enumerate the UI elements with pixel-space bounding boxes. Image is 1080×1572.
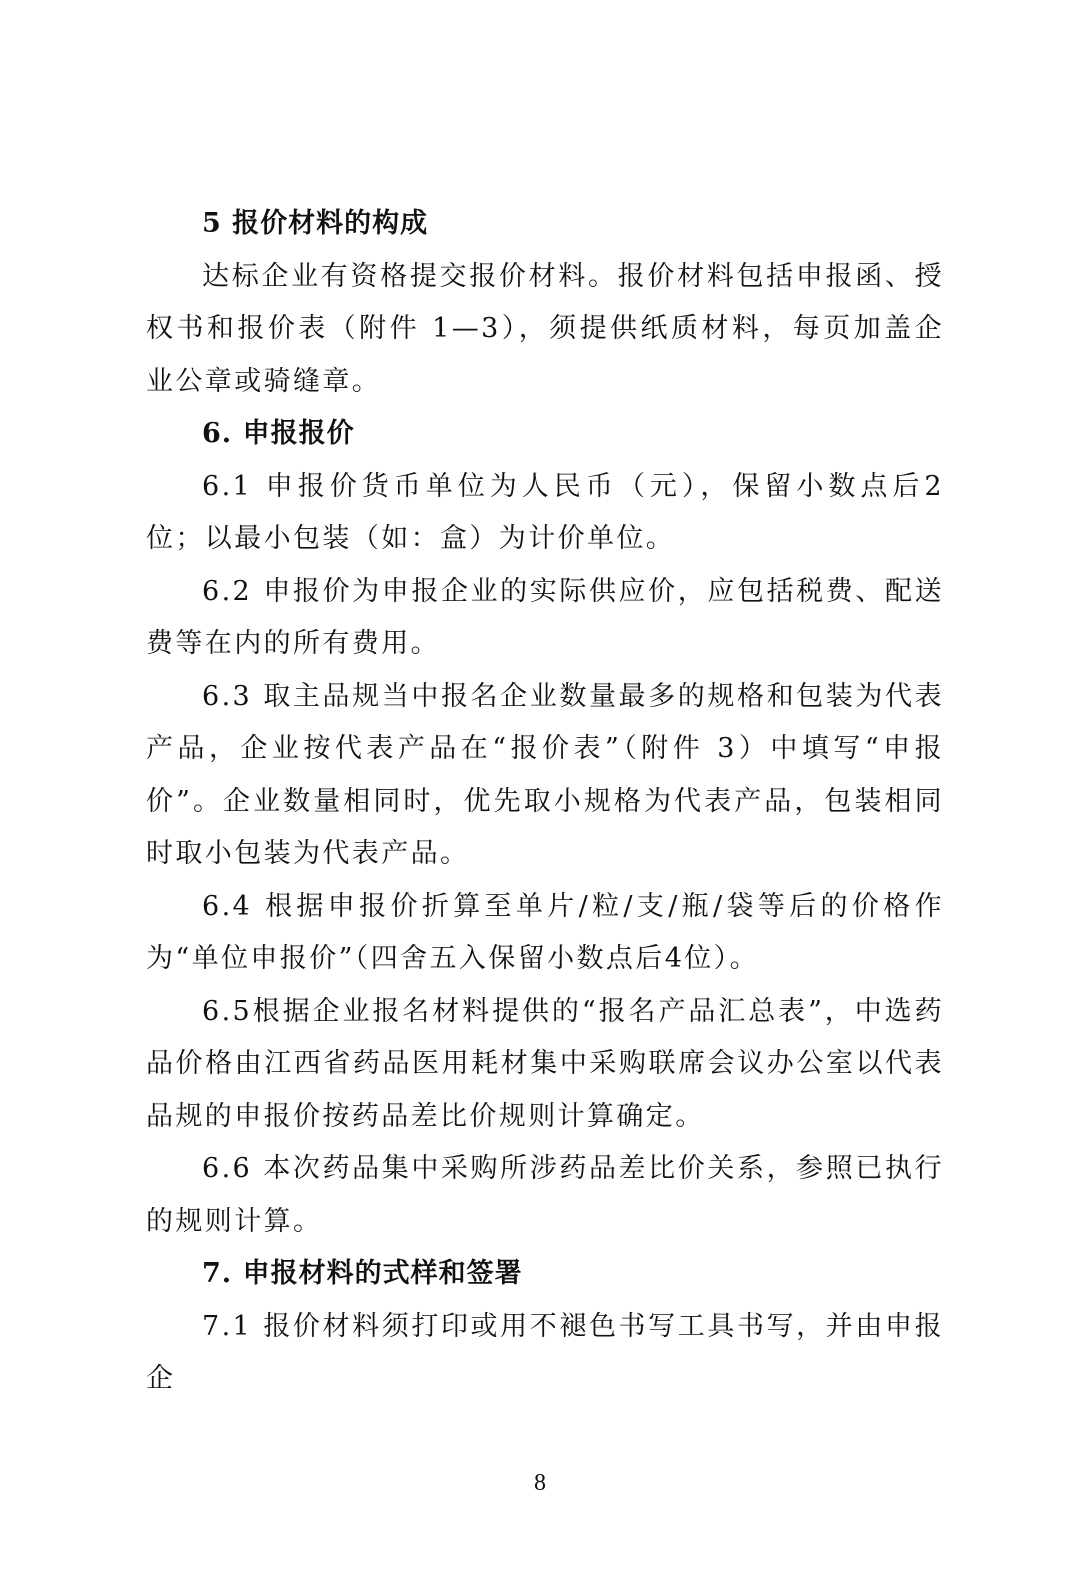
paragraph-6-6: 6.6 本次药品集中采购所涉药品差比价关系，参照已执行的规则计算。 <box>146 1153 944 1237</box>
section-heading-6: 6. 申报报价 <box>202 418 355 449</box>
document-body <box>146 198 944 1406</box>
paragraph-6-4: 6.4 根据申报价折算至单片/粒/支/瓶/袋等后的价格作为“单位申报价”（四舍五入保留小数点后4位）。 <box>146 890 944 974</box>
section-heading-7: 7. 申报材料的式样和签署 <box>202 1258 523 1289</box>
paragraph-6-5: 6.5根据企业报名材料提供的“报名产品汇总表”，中选药品价格由江西省药品医用耗材集中采购联席会议办公室以代表品规的申报价按药品差比价规则计算确定。 <box>146 995 944 1132</box>
page-number: 8 <box>534 1470 546 1496</box>
paragraph-7-1: 7.1 报价材料须打印或用不褪色书写工具书写，并由申报企 <box>146 1310 944 1394</box>
paragraph-5: 达标企业有资格提交报价材料。报价材料包括申报函、授权书和报价表（附件 1—3），须提供纸质材料，每页加盖企业公章或骑缝章。 <box>146 260 944 397</box>
section-heading-5: 5 报价材料的构成 <box>202 208 429 239</box>
paragraph-6-2: 6.2 申报价为申报企业的实际供应价，应包括税费、配送费等在内的所有费用。 <box>146 575 944 659</box>
paragraph-6-1: 6.1 申报价货币单位为人民币（元），保留小数点后2位；以最小包装（如：盒）为计价单位。 <box>146 470 944 554</box>
paragraph-6-3: 6.3 取主品规当中报名企业数量最多的规格和包装为代表产品，企业按代表产品在“报价表”（附件 3）中填写“申报价”。企业数量相同时，优先取小规格为代表产品，包装相同时取小包装为代表产品。 <box>146 680 944 869</box>
